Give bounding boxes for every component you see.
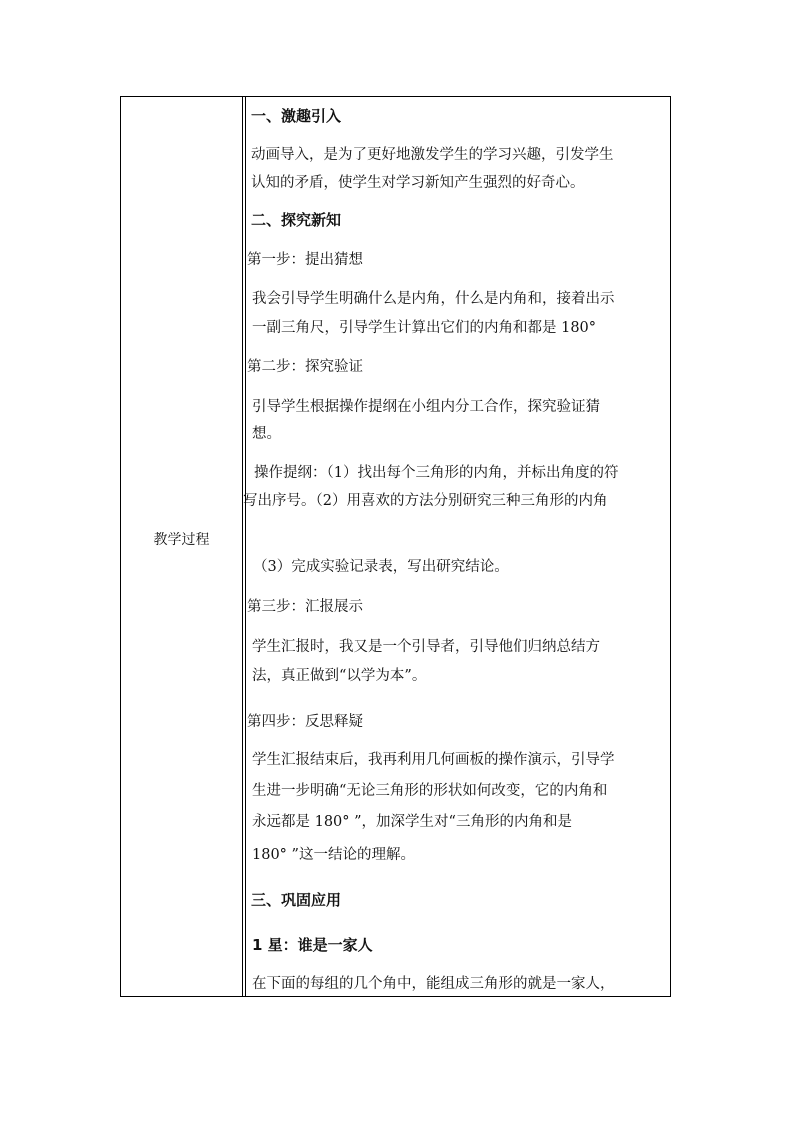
section-heading: 一、激趣引入	[251, 107, 342, 125]
paragraph-line: 写出序号。（2）用喜欢的方法分别研究三种三角形的内角	[243, 493, 608, 509]
lesson-table	[120, 96, 671, 997]
paragraph-line: 生进一步明确“无论三角形的形状如何改变，它的内角和	[252, 783, 608, 799]
paragraph-line: 操作提纲：（1）找出每个三角形的内角，并标出角度的符	[254, 465, 619, 481]
step-heading: 第一步：提出猜想	[247, 252, 363, 268]
paragraph-line: （3）完成实验记录表，写出研究结论。	[253, 559, 509, 575]
column-divider	[242, 97, 243, 996]
paragraph-line: 学生汇报结束后，我再利用几何画板的操作演示，引导学	[252, 752, 615, 768]
paragraph-line: 想。	[252, 426, 281, 442]
paragraph-line: 法，真正做到“以学为本”。	[252, 668, 427, 684]
row-label: 教学过程	[153, 532, 210, 548]
paragraph-line: 一副三角尺，引导学生计算出它们的内角和都是 180°	[252, 320, 597, 336]
paragraph-line: 动画导入，是为了更好地激发学生的学习兴趣，引发学生	[251, 147, 614, 163]
paragraph-line: 学生汇报时，我又是一个引导者，引导他们归纳总结方	[252, 639, 600, 655]
step-heading: 第四步：反思释疑	[247, 714, 363, 730]
section-heading: 二、探究新知	[251, 211, 342, 229]
paragraph-line: 180° ”这一结论的理解。	[252, 847, 415, 863]
section-heading: 三、巩固应用	[251, 891, 342, 909]
subsection-heading: 1 星：谁是一家人	[252, 936, 373, 954]
step-heading: 第二步：探究验证	[247, 359, 363, 375]
paragraph-line: 在下面的每组的几个角中，能组成三角形的就是一家人，	[252, 976, 615, 992]
paragraph-line: 认知的矛盾，使学生对学习新知产生强烈的好奇心。	[251, 175, 585, 191]
column-divider-inner	[245, 97, 246, 996]
paragraph-line: 引导学生根据操作提纲在小组内分工合作，探究验证猜	[252, 399, 600, 415]
paragraph-line: 永远都是 180° ”，加深学生对“三角形的内角和是	[252, 814, 572, 830]
step-heading: 第三步：汇报展示	[247, 599, 363, 615]
paragraph-line: 我会引导学生明确什么是内角，什么是内角和，接着出示	[252, 291, 615, 307]
